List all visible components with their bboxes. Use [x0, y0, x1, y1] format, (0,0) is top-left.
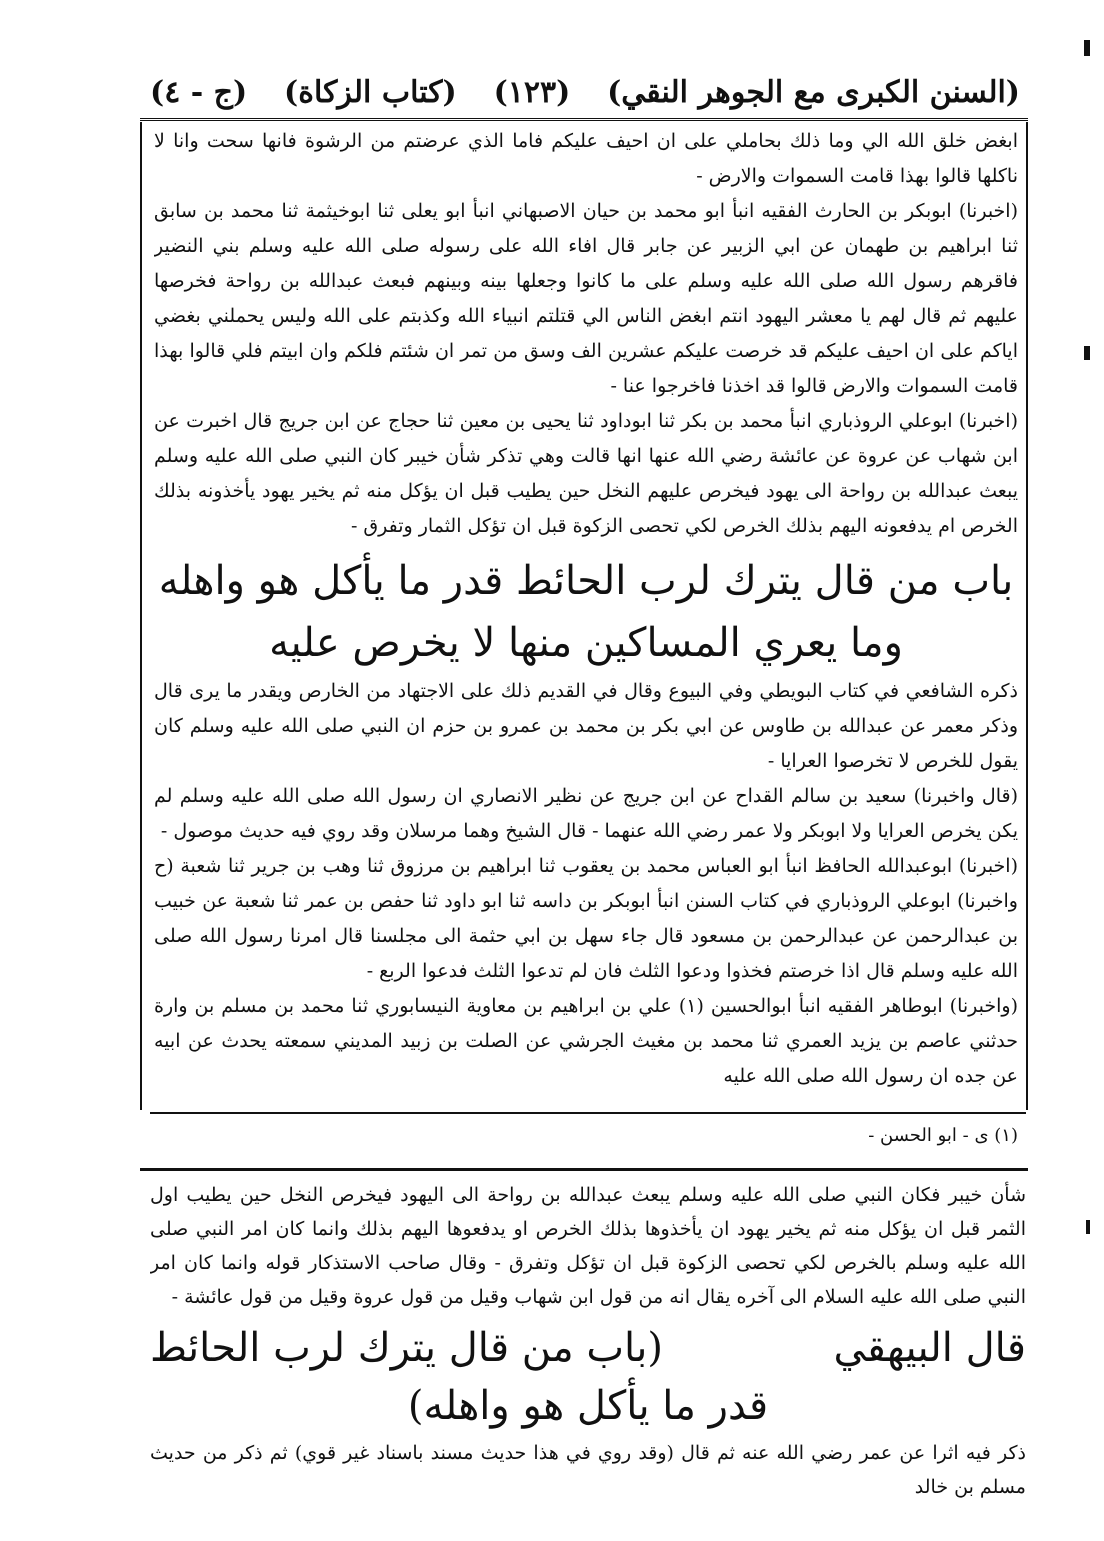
- margin-mark-top: [1084, 40, 1090, 56]
- commentary-heading-right: قال البيهقي: [833, 1325, 1026, 1371]
- footnote-separator: [150, 1112, 1026, 1114]
- chapter-heading-continued: وما يعري المساكين منها لا يخرص عليه: [269, 620, 903, 666]
- commentary-heading-sub: قدر ما يأكل هو واهله): [407, 1383, 769, 1429]
- header-book: (كتاب الزكاة): [284, 74, 457, 110]
- paragraph: (اخبرنا) ابوعبدالله الحافظ انبأ ابو العباس محمد بن يعقوب ثنا ابراهيم بن مرزوق ثنا وهب بن جرير ثنا شعبة (ح واخبرنا) ابوعلي الروذباري في كتاب السنن انبأ ابوبكر بن داسه ثنا ابو داود ثنا حفص بن عمر ثنا شعبة عن خبيب بن عبدالرحمن عن عبدالرحمن بن مسعود قال جاء سهل بن ابي حثمة الى مجلسنا قال امرنا رسول الله صلى الله عليه وسلم قال اذا خرصتم فخذوا ودعوا الثلث فان لم تدعوا الثلث فدعوا الربع -: [154, 855, 1018, 982]
- paragraph: ذكره الشافعي في كتاب البويطي وفي البيوع وقال في القديم ذلك على الاجتهاد من الخارص ويقدر ما يرى قال وذكر معمر عن عبدالله بن طاوس عن ابي بكر بن محمد بن عمرو بن حزم ان النبي صلى الله عليه وسلم كان يقول للخرص لا تخرصوا العرايا -: [154, 680, 1018, 772]
- main-text: [154, 124, 1018, 1110]
- commentary-heading: [150, 1314, 1026, 1376]
- margin-mark-bottom: [1086, 1220, 1090, 1234]
- paragraph: (واخبرنا) ابوطاهر الفقيه انبأ ابوالحسين (١) علي بن ابراهيم بن معاوية النيسابوري ثنا محمد بن مسلم بن وارة حدثني عاصم بن يزيد العمري ثنا محمد بن مغيث الجرشي عن الصلت بن زبيد المديني سمعته يحدث عن ابيه عن جده ان رسول الله صلى الله عليه: [154, 995, 1018, 1087]
- running-header: [150, 62, 1020, 122]
- paragraph: (اخبرنا) ابوبكر بن الحارث الفقيه انبأ ابو محمد بن حيان الاصبهاني انبأ ابو يعلى ثنا ابوخيثمة ثنا محمد بن سابق ثنا ابراهيم بن طهمان عن ابي الزبير عن جابر قال افاء الله على رسوله صلى الله عليه وسلم بني النضير فاقرهم رسول الله صلى الله عليه وسلم على ما كانوا وجعلها بينه وبينهم فبعث عبدالله بن رواحة فخرصها عليهم ثم قال لهم يا معشر اليهود انتم ابغض الناس الي قتلتم انبياء الله وكذبتم على الله وليس يحملني بغضي اياكم على ان احيف عليكم قد خرصت عليكم عشرين الف وسق من تمر ان شئتم فلكم وان ابيتم فلي قالوا بهذا قامت السموات والارض قالوا قد اخذنا فاخرجوا عنا -: [154, 200, 1018, 397]
- frame-left-rule: [140, 122, 142, 1110]
- commentary-heading-left: (باب من قال يترك لرب الحائط: [150, 1325, 663, 1371]
- chapter-heading: باب من قال يترك لرب الحائط قدر ما يأكل هو واهله: [158, 558, 1014, 604]
- commentary-paragraph: ذكر فيه اثرا عن عمر رضي الله عنه ثم قال (وقد روي في هذا حديث مسند باسناد غير قوي) ثم ذكر من حديث مسلم بن خالد: [150, 1442, 1026, 1498]
- frame-right-rule: [1026, 122, 1028, 1110]
- commentary-paragraph: شأن خيبر فكان النبي صلى الله عليه وسلم يبعث عبدالله بن رواحة الى اليهود فيخرص النخل حين يطيب اول الثمر قبل ان يؤكل منه ثم يخير يهود ان يأخذوها بذلك الخرص او يدفعوها اليهم بذلك وانما كان امر النبي صلى الله عليه وسلم بالخرص لكي تحصى الزكوة قبل ان تؤكل وتفرق - وقال صاحب الاستذكار قوله وانما كان امر النبي صلى الله عليه السلام الى آخره يقال انه من قول ابن شهاب وقيل من قول عروة وقيل من قول عائشة -: [150, 1184, 1026, 1308]
- margin-mark-middle: [1084, 346, 1090, 360]
- paragraph: (اخبرنا) ابوعلي الروذباري انبأ محمد بن بكر ثنا ابوداود ثنا يحيى بن معين ثنا حجاج عن ابن جريج قال اخبرت عن ابن شهاب عن عروة عن عائشة رضي الله عنها انها قالت وهي تذكر شأن خيبر كان النبي صلى الله عليه وسلم يبعث عبدالله بن رواحة الى يهود فيخرص عليهم النخل حين يطيب قبل ان يؤكل منه ثم يخير يهود يأخذونه بذلك الخرص ام يدفعونه اليهم بذلك الخرص لكي تحصى الزكوة قبل ان تؤكل الثمار وتفرق -: [154, 410, 1018, 537]
- footnote: (١) ى - ابو الحسن -: [868, 1125, 1018, 1146]
- commentary-separator: [140, 1168, 1028, 1171]
- commentary-section: [150, 1178, 1026, 1534]
- header-page-number: (١٢٣): [493, 74, 571, 110]
- paragraph: ابغض خلق الله الي وما ذلك بحاملي على ان احيف عليكم فاما الذي عرضتم من الرشوة فانها سحت وانا لا ناكلها قالوا بهذا قامت السموات والارض -: [154, 130, 1018, 187]
- header-title: (السنن الكبرى مع الجوهر النقي): [607, 74, 1020, 110]
- header-volume: (ج - ٤): [150, 74, 248, 110]
- paragraph: (قال واخبرنا) سعيد بن سالم القداح عن ابن جريج عن نظير الانصاري ان رسول الله صلى الله عليه وسلم لم يكن يخرص العرايا ولا ابوبكر ولا عمر رضي الله عنهما - قال الشيخ وهما مرسلان وقد روي فيه حديث موصول -: [154, 785, 1018, 842]
